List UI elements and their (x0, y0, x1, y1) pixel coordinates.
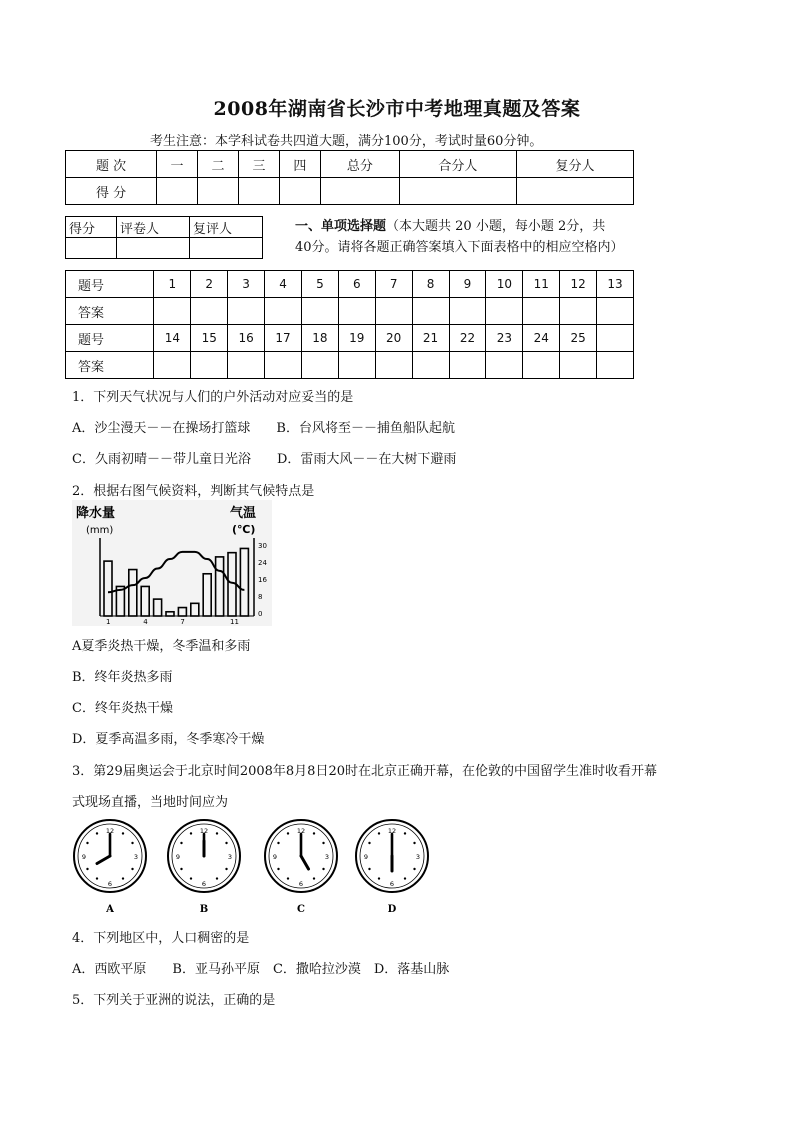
question-3: 3．第29届奥运会于北京时间2008年8月8日20时在北京正确开幕，在伦敦的中国留学生准时收看开幕 (72, 764, 657, 779)
question-number-cell: 11 (523, 271, 560, 298)
score-header-cell: 一 (157, 151, 198, 178)
question-number-cell: 4 (265, 271, 302, 298)
question-number-cell: 20 (375, 325, 412, 352)
question-number-cell: 8 (412, 271, 449, 298)
answer-cell[interactable] (191, 352, 228, 379)
question-number-cell: 22 (449, 325, 486, 352)
score-table (65, 150, 634, 205)
question-4: 4．下列地区中，人口稠密的是 (72, 931, 250, 946)
clock-option-c[interactable] (263, 818, 339, 918)
clock-hour-dot (277, 842, 279, 844)
score-header-cell: 复分人 (516, 151, 633, 178)
chart-left-title: 降水量 (76, 506, 116, 521)
section-desc-2: 40分。请将各题正确答案填入下面表格中的相应空格内） (295, 240, 624, 255)
grader-cell[interactable] (189, 238, 262, 259)
answer-cell[interactable] (486, 352, 523, 379)
score-cell[interactable] (198, 178, 239, 205)
climate-chart (72, 500, 272, 626)
answer-cell[interactable] (301, 352, 338, 379)
chart-right-tick-label: 24 (258, 559, 267, 567)
score-cell[interactable] (238, 178, 279, 205)
clock-number: 3 (415, 853, 421, 861)
answer-cell[interactable] (338, 298, 375, 325)
chart-x-tick-label: 4 (143, 618, 148, 626)
clock-hour-dot (287, 832, 289, 834)
clock-number: 12 (105, 827, 115, 835)
clock-option-d[interactable] (354, 818, 430, 918)
clock-hour-dot (86, 842, 88, 844)
answer-cell[interactable] (449, 298, 486, 325)
clock-option-a[interactable] (72, 818, 148, 918)
answer-cell[interactable] (375, 298, 412, 325)
chart-right-tick-label: 8 (258, 593, 263, 601)
answer-label: 答案 (66, 298, 154, 325)
question-number-cell: 23 (486, 325, 523, 352)
question-2-option-a: A夏季炎热干燥，冬季温和多雨 (72, 639, 251, 654)
clock-hour-dot (368, 868, 370, 870)
question-number-cell: 17 (265, 325, 302, 352)
clock-number: 3 (133, 853, 139, 861)
clock-label: A (106, 904, 114, 915)
score-cell[interactable] (279, 178, 320, 205)
clock-hour-dot (216, 877, 218, 879)
chart-x-tick-label: 11 (230, 618, 239, 626)
clock-hour-dot (277, 868, 279, 870)
answer-cell[interactable] (191, 298, 228, 325)
answer-cell[interactable] (486, 298, 523, 325)
chart-right-title: 气温 (230, 506, 257, 521)
clock-number: 9 (81, 853, 87, 861)
answer-cell[interactable] (265, 298, 302, 325)
question-number-cell: 7 (375, 271, 412, 298)
answer-num-label: 题号 (66, 271, 154, 298)
answer-cell[interactable] (228, 352, 265, 379)
clock-hour-dot (131, 868, 133, 870)
clock-number: 12 (199, 827, 209, 835)
question-number-cell: 1 (154, 271, 191, 298)
question-1: 1．下列天气状况与人们的户外活动对应妥当的是 (72, 390, 354, 405)
grader-table (65, 216, 263, 259)
answer-cell[interactable] (228, 298, 265, 325)
chart-left-unit: (mm) (86, 525, 114, 536)
clock-number: 6 (107, 880, 113, 888)
grader-header-cell: 评卷人 (116, 217, 189, 238)
clock-hour-dot (413, 842, 415, 844)
answer-table (65, 270, 634, 379)
clock-hour-dot (96, 832, 98, 834)
clock-hour-dot (322, 842, 324, 844)
clock-hour-dot (378, 877, 380, 879)
score-cell[interactable] (320, 178, 399, 205)
question-2-option-c: C．终年炎热干燥 (72, 701, 173, 716)
clock-number: 6 (298, 880, 304, 888)
answer-cell[interactable] (597, 352, 634, 379)
score-cell[interactable] (399, 178, 516, 205)
question-number-cell: 18 (301, 325, 338, 352)
chart-right-tick-label: 0 (258, 610, 263, 618)
answer-cell[interactable] (412, 352, 449, 379)
clock-hour-dot (322, 868, 324, 870)
answer-cell[interactable] (154, 352, 191, 379)
answer-cell[interactable] (560, 298, 597, 325)
section-title: 一、单项选择题 (295, 219, 387, 234)
clock-hour-dot (96, 877, 98, 879)
clock-number: 9 (363, 853, 369, 861)
question-2-option-d: D．夏季高温多雨，冬季寒冷干燥 (72, 732, 265, 747)
clock-hour-dot (404, 877, 406, 879)
clock-hour-dot (190, 832, 192, 834)
score-header-cell: 三 (238, 151, 279, 178)
question-number-cell (597, 325, 634, 352)
chart-x-tick-label: 1 (106, 618, 111, 626)
question-2: 2．根据右图气候资料，判断其气候特点是 (72, 484, 315, 499)
question-number-cell: 6 (338, 271, 375, 298)
score-cell[interactable] (157, 178, 198, 205)
clock-number: 12 (387, 827, 397, 835)
clock-hour-dot (86, 868, 88, 870)
grader-header-cell: 得分 (66, 217, 117, 238)
answer-label: 答案 (66, 352, 154, 379)
clock-hour-dot (225, 842, 227, 844)
clock-hour-dot (131, 842, 133, 844)
clock-hour-dot (122, 832, 124, 834)
score-cell[interactable] (516, 178, 633, 205)
answer-cell[interactable] (449, 352, 486, 379)
question-number-cell: 5 (301, 271, 338, 298)
question-1-options-cd: C．久雨初晴－－带儿童日光浴 D．雷雨大风－－在大树下避雨 (72, 452, 457, 467)
question-number-cell: 10 (486, 271, 523, 298)
question-2-option-b: B．终年炎热多雨 (72, 670, 173, 685)
score-header-cell: 四 (279, 151, 320, 178)
question-number-cell: 9 (449, 271, 486, 298)
answer-num-label: 题号 (66, 325, 154, 352)
clock-number: 9 (175, 853, 181, 861)
clock-hour-dot (225, 868, 227, 870)
clock-number: 6 (389, 880, 395, 888)
score-header-cell: 总分 (320, 151, 399, 178)
page-title: 2008年湖南省长沙市中考地理真题及答案 (213, 98, 581, 120)
grader-cell[interactable] (116, 238, 189, 259)
question-3-cont: 式现场直播，当地时间应为 (72, 795, 229, 810)
question-5: 5．下列关于亚洲的说法，正确的是 (72, 993, 276, 1008)
section-heading (295, 216, 645, 258)
chart-x-tick-label: 7 (180, 618, 185, 626)
clock-hour-dot (313, 832, 315, 834)
chart-right-tick-label: 30 (258, 542, 267, 550)
clock-number: 6 (201, 880, 207, 888)
question-number-cell: 14 (154, 325, 191, 352)
clock-label: C (297, 904, 305, 915)
question-number-cell: 3 (228, 271, 265, 298)
clock-hour-dot (368, 842, 370, 844)
question-number-cell: 16 (228, 325, 265, 352)
answer-cell[interactable] (560, 352, 597, 379)
question-number-cell: 19 (338, 325, 375, 352)
exam-notice: 考生注意：本学科试卷共四道大题，满分100分，考试时量60分钟。 (150, 134, 543, 149)
clock-hour-dot (404, 832, 406, 834)
answer-cell[interactable] (154, 298, 191, 325)
clock-hour-dot (190, 877, 192, 879)
clock-label: B (199, 904, 209, 915)
grader-header-cell: 复评人 (189, 217, 262, 238)
answer-cell[interactable] (597, 298, 634, 325)
clock-label: D (387, 904, 397, 915)
clock-hour-dot (287, 877, 289, 879)
answer-cell[interactable] (523, 298, 560, 325)
question-number-cell: 25 (560, 325, 597, 352)
clock-option-b[interactable] (166, 818, 242, 918)
answer-cell[interactable] (523, 352, 560, 379)
clock-number: 3 (324, 853, 330, 861)
question-number-cell: 15 (191, 325, 228, 352)
clock-hour-dot (378, 832, 380, 834)
answer-cell[interactable] (338, 352, 375, 379)
question-4-options: A．西欧平原 B．亚马孙平原 C．撒哈拉沙漠 D．落基山脉 (72, 962, 450, 977)
answer-cell[interactable] (301, 298, 338, 325)
score-row-label: 得 分 (66, 178, 157, 205)
question-number-cell: 24 (523, 325, 560, 352)
question-number-cell: 2 (191, 271, 228, 298)
question-number-cell: 21 (412, 325, 449, 352)
clock-hour-dot (413, 868, 415, 870)
answer-cell[interactable] (375, 352, 412, 379)
chart-right-unit: (℃) (232, 523, 256, 536)
section-desc: （本大题共 20 小题，每小题 2分，共 (386, 219, 606, 234)
clock-hour-dot (180, 842, 182, 844)
clock-hour-dot (122, 877, 124, 879)
chart-right-tick-label: 16 (258, 576, 267, 584)
clock-number: 3 (227, 853, 233, 861)
question-number-cell: 12 (560, 271, 597, 298)
clock-hour-dot (313, 877, 315, 879)
score-header-cell: 题 次 (66, 151, 157, 178)
question-number-cell: 13 (597, 271, 634, 298)
question-1-options-ab: A．沙尘漫天－－在操场打篮球 B．台风将至－－捕鱼船队起航 (72, 421, 455, 436)
grader-cell[interactable] (66, 238, 117, 259)
answer-cell[interactable] (265, 352, 302, 379)
answer-cell[interactable] (412, 298, 449, 325)
clock-hour-dot (180, 868, 182, 870)
score-header-cell: 合分人 (399, 151, 516, 178)
score-header-cell: 二 (198, 151, 239, 178)
clock-number: 12 (296, 827, 306, 835)
clock-number: 9 (272, 853, 278, 861)
clock-hour-dot (216, 832, 218, 834)
